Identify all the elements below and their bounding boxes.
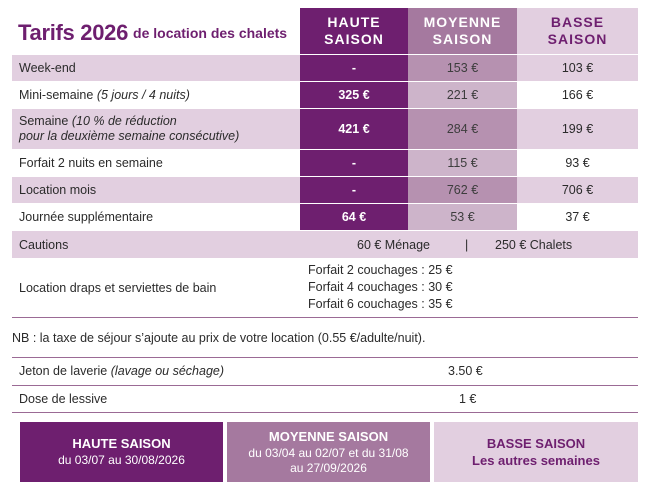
draps-options (308, 262, 453, 313)
price-basse: 199 € (517, 109, 638, 149)
price-moyenne: 284 € (408, 109, 517, 149)
price-haute: - (300, 55, 408, 81)
price-haute: 325 € (300, 82, 408, 108)
extra-label-lessive: Dose de lessive (19, 392, 108, 406)
tax-note: NB : la taxe de séjour s’ajoute au prix de votre location (0.55 €/adulte/nuit). (12, 331, 426, 345)
header-haute-line1: HAUTE (327, 14, 381, 30)
header-moyenne-line2: SAISON (432, 31, 493, 47)
row-label-note: (10 % de réduction (71, 114, 177, 128)
header-haute-saison (300, 8, 408, 54)
cautions-label: Cautions (19, 237, 69, 252)
legend-title: BASSE SAISON (486, 436, 586, 451)
price-basse: 37 € (565, 210, 590, 224)
title-main: Tarifs 2026 (18, 20, 129, 45)
price-moyenne: 53 € (408, 204, 517, 230)
header-basse-line2: SAISON (547, 31, 608, 47)
price-haute: 421 € (300, 109, 408, 149)
legend-title: HAUTE SAISON (72, 436, 171, 451)
row-label-text: Semaine (19, 114, 69, 128)
row-label-text: Forfait 2 nuits en semaine (19, 155, 163, 170)
divider (12, 385, 638, 386)
legend-haute-saison (20, 422, 223, 482)
draps-option: Forfait 2 couchages : 25 € (308, 263, 453, 277)
price-moyenne: 762 € (408, 177, 517, 203)
price-haute: 64 € (300, 204, 408, 230)
legend-title: MOYENNE SAISON (268, 428, 389, 444)
title-sub: de location des chalets (133, 25, 288, 41)
caution-chalets: 250 € Chalets (495, 237, 573, 252)
header-basse-saison (517, 8, 638, 54)
row-label-text: Mini-semaine (19, 87, 94, 102)
extra-price-jeton: 3.50 € (448, 364, 483, 378)
row-label-text: Location mois (19, 182, 97, 197)
page-title (18, 12, 287, 54)
row-label-note: (5 jours / 4 nuits) (96, 87, 190, 102)
divider (12, 317, 638, 318)
price-basse: 706 € (517, 177, 638, 203)
caution-separator: | (465, 237, 469, 252)
row-label-note-2: pour la deuxième semaine consécutive) (19, 129, 240, 143)
row-label-mini-semaine (12, 82, 300, 108)
divider (12, 412, 638, 413)
price-basse: 166 € (561, 88, 594, 102)
price-basse: 103 € (517, 55, 638, 81)
legend-basse-saison (434, 422, 638, 482)
header-haute-line2: SAISON (324, 31, 384, 47)
legend-dates-2: au 27/09/2026 (290, 460, 367, 475)
divider (12, 357, 638, 358)
legend-dates: du 03/07 au 30/08/2026 (58, 453, 185, 467)
header-moyenne-saison (408, 8, 517, 54)
draps-option: Forfait 4 couchages : 30 € (308, 280, 453, 294)
legend-moyenne-saison (227, 422, 430, 482)
price-haute: - (300, 177, 408, 203)
draps-label: Location draps et serviettes de bain (19, 281, 217, 295)
row-label-week-end (12, 55, 300, 81)
extra-label-text: Jeton de laverie (19, 364, 108, 378)
row-label-semaine (12, 109, 300, 149)
price-moyenne: 115 € (408, 150, 517, 176)
price-haute: - (300, 150, 408, 176)
extra-label-jeton (19, 359, 224, 383)
header-moyenne-line1: MOYENNE (423, 14, 502, 30)
caution-menage: 60 € Ménage (357, 237, 430, 252)
price-basse: 93 € (565, 156, 590, 170)
row-label-forfait-2-nuits (12, 150, 300, 176)
price-moyenne: 221 € (408, 82, 517, 108)
legend-dates: Les autres semaines (472, 453, 600, 468)
price-moyenne: 153 € (408, 55, 517, 81)
row-label-journee-supplementaire (12, 204, 300, 230)
extra-price-lessive: 1 € (459, 392, 477, 406)
row-label-location-mois (12, 177, 300, 203)
draps-option: Forfait 6 couchages : 35 € (308, 297, 453, 311)
row-label-text: Journée supplémentaire (19, 209, 154, 224)
row-label-text: Week-end (19, 60, 76, 75)
legend-dates: du 03/04 au 02/07 et du 31/08 (248, 445, 409, 460)
extra-label-note: (lavage ou séchage) (110, 364, 225, 378)
header-basse-line1: BASSE (550, 14, 605, 30)
